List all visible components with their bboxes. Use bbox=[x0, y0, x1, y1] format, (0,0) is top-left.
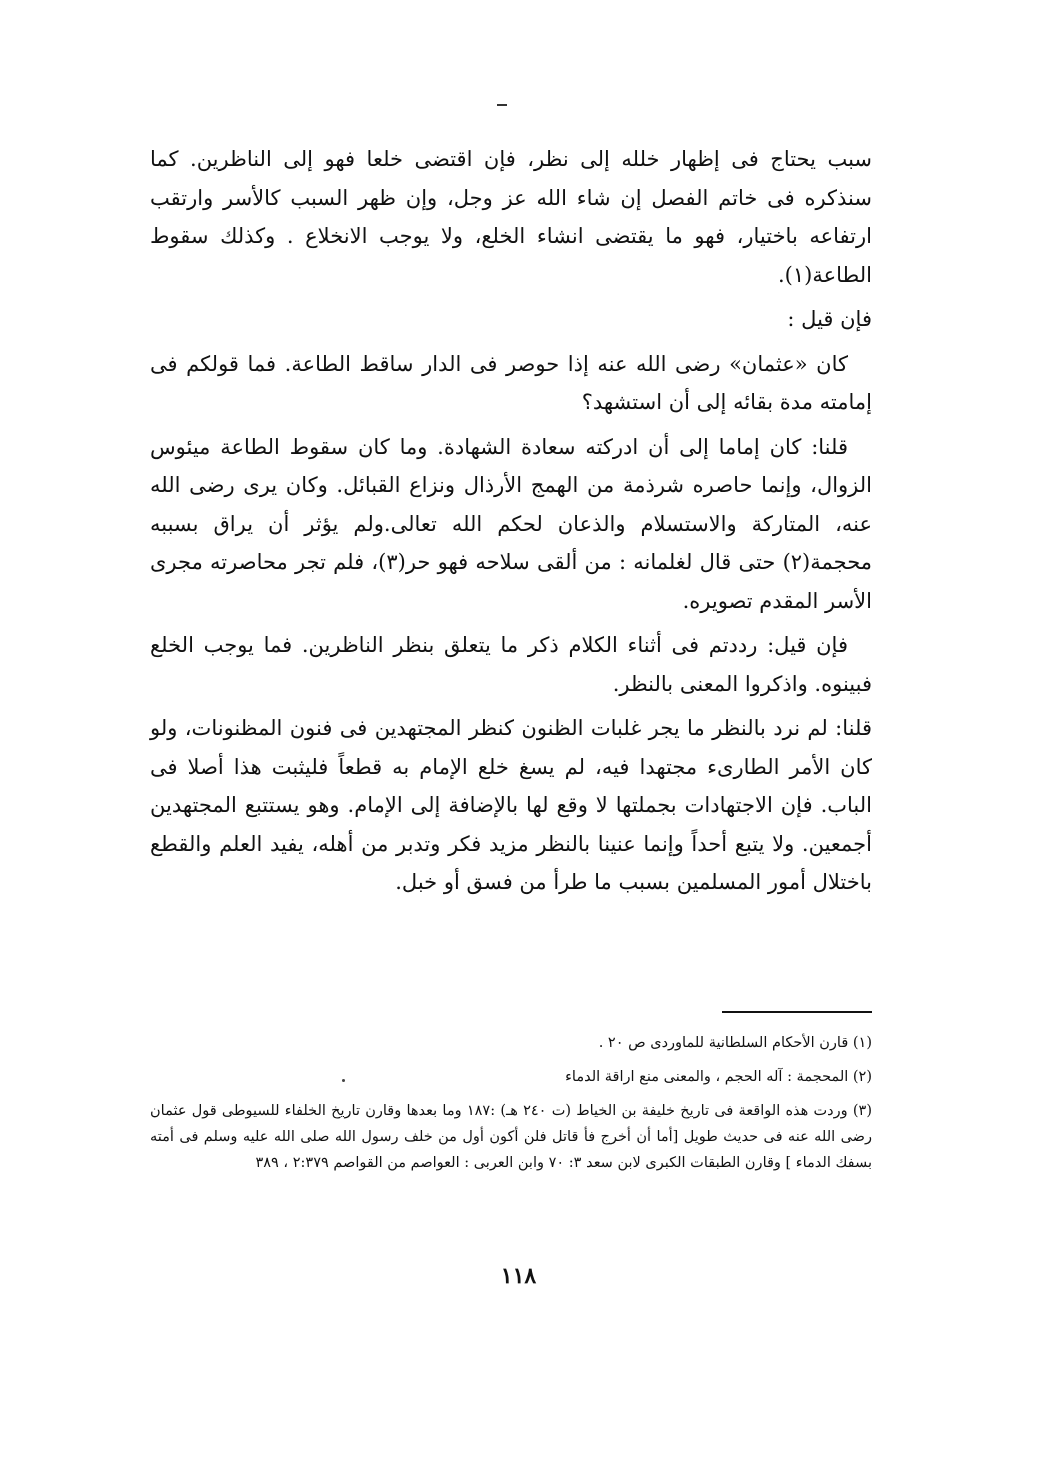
paragraph-6: قلنا: لم نرد بالنظر ما يجر غلبات الظنون كنظر المجتهدين فى فنون المظنونات، ولو كان الأمر الطارىء مجتهدا فيه، لم يسغ خلع الإمام به قطعاً فليثبت هذا أصلا فى الباب. فإن الاجتهادات بجملتها لا وقع لها بالإضافة إلى الإمام. وهو يستتبع المجتهدين أجمعين. ولا يتبع أحداً وإنما عنينا بالنظر مزيد فكر وتدبر من أهله، يفيد العلم والقطع باختلال أمور المسلمين بسبب ما طرأ من فسق أو خبل. bbox=[150, 716, 872, 894]
main-text bbox=[150, 140, 872, 908]
paragraph-1: سبب يحتاج فى إظهار خلله إلى نظر، فإن اقتضى خلعا فهو إلى الناظرين. كما سنذكره فى خاتم الفصل إن شاء الله عز وجل، وإن ظهر السبب كالأسر وارتقب ارتفاعه باختيار، فهو ما يقتضى انشاء الخلع، ولا يوجب الانخلاع . وكذلك سقوط الطاعة(١). bbox=[150, 147, 872, 287]
paragraph-4: قلنا: كان إماما إلى أن ادركته سعادة الشهادة. وما كان سقوط الطاعة ميئوس الزوال، وإنما حاصره شرذمة من الهمج الأرذال ونزاع القبائل. وكان يرى رضى الله عنه، المتاركة والاستسلام والذعان لحكم الله تعالى.ولم يؤثر أن يراق بسببه محجمة(٢) حتى قال لغلمانه : من ألقى سلاحه فهو حر(٣)، فلم تجر محاصرته مجرى الأسر المقدم تصويره. bbox=[150, 434, 872, 613]
paragraph-2: فإن قيل : bbox=[787, 307, 872, 331]
stray-dot bbox=[342, 1079, 345, 1082]
footnote-1: (١) قارن الأحكام السلطانية للماوردى ص ٢٠ . bbox=[598, 1035, 872, 1051]
footnote-2: (٢) المحجمة : آله الحجم ، والمعنى منع اراقة الدماء bbox=[565, 1069, 872, 1085]
footnote-divider bbox=[722, 1011, 872, 1013]
top-mark bbox=[497, 104, 507, 106]
footnote-3: (٣) وردت هذه الواقعة فى تاريخ خليفة بن الخياط (ت ٢٤٠ هـ) :١٨٧ وما بعدها وقارن تاريخ الخلفاء للسيوطى قول عثمان رضى الله عنه فى حديث طويل [أما أن أخرج فأ قاتل فلن أكون أول من خلف رسول الله صلى الله عليه وسلم فى أمته بسفك الدماء ] وقارن الطبقات الكبرى لابن سعد ٣: ٧٠ وابن العربى : العواصم من القواصم ٢:٣٧٩ ، ٣٨٩ bbox=[150, 1103, 872, 1171]
paragraph-5: فإن قيل: رددتم فى أثناء الكلام ذكر ما يتعلق بنظر الناظرين. فما يوجب الخلع فبينوه. واذكروا المعنى بالنظر. bbox=[150, 633, 872, 696]
page-number: ١١٨ bbox=[500, 1263, 537, 1289]
footnotes bbox=[150, 1030, 872, 1184]
paragraph-3: كان «عثمان» رضى الله عنه إذا حوصر فى الدار ساقط الطاعة. فما قولكم فى إمامته مدة بقائه إلى أن استشهد؟ bbox=[150, 351, 872, 414]
